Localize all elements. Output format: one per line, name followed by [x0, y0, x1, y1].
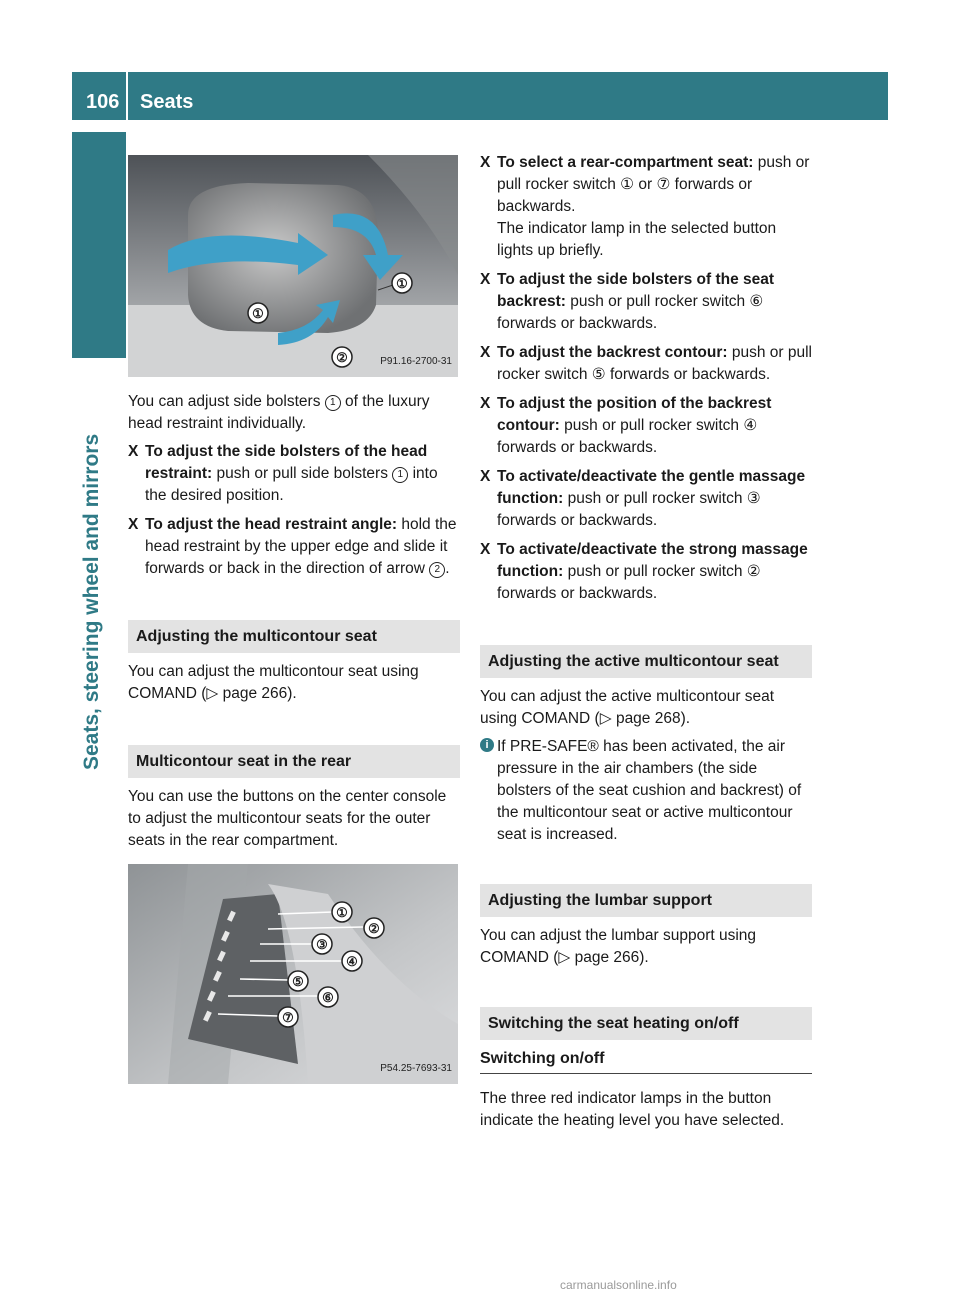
callout-3: ③: [316, 937, 328, 952]
image-ref: P54.25-7693-31: [380, 1063, 452, 1074]
console-image: [128, 864, 458, 1084]
callout-2: ②: [368, 921, 380, 936]
section-text: You can adjust the multicontour seat using COMAND (▷ page 266).: [128, 663, 419, 702]
section-text: You can use the buttons on the center console to adjust the multicontour seats for the outer seats in the rear compartment.: [128, 788, 447, 849]
section-title: Adjusting the active multicontour seat: [480, 645, 812, 678]
subsection-title: Switching on/off: [480, 1048, 812, 1074]
section-title: Adjusting the lumbar support: [480, 884, 812, 917]
section-text: You can adjust the lumbar support using COMAND (▷ page 266).: [480, 927, 757, 966]
intro-text: You can adjust side bolsters 1 of the luxury head restraint individually.: [128, 393, 430, 432]
step-side-bolsters: X To adjust the side bolsters of the head restraint: push or pull side bolsters 1 into the desired position.: [128, 443, 438, 504]
chapter-title: Seats, steering wheel and mirrors: [80, 433, 103, 770]
image-ref: P91.16-2700-31: [380, 356, 452, 367]
left-column: [128, 155, 460, 1098]
callout-5: ⑤: [292, 974, 304, 989]
watermark: carmanualsonline.info: [560, 1278, 677, 1292]
section-text: You can adjust the active multicontour seat using COMAND (▷ page 268).: [480, 688, 775, 727]
head-restraint-image: [128, 155, 458, 377]
page-title: Seats: [140, 91, 194, 113]
page-number-block: [72, 72, 126, 120]
page-number: 106: [86, 91, 120, 113]
step-gentle-massage: X To activate/deactivate the gentle massage function: push or pull rocker switch ③ forwards or backwards.: [480, 468, 806, 529]
callout-1b: ①: [252, 306, 264, 321]
section-title: Multicontour seat in the rear: [128, 745, 460, 778]
info-icon: i: [480, 738, 494, 752]
step-head-angle: X To adjust the head restraint angle: hold the head restraint by the upper edge and slide it forwards or back in the direction of arrow 2 .: [128, 516, 457, 577]
callout-2: ②: [336, 350, 348, 365]
step-backrest-position: X To adjust the position of the backrest contour: push or pull rocker switch ④ forwards or backwards.: [480, 395, 772, 456]
step-backrest-contour: X To adjust the backrest contour: push or pull rocker switch ⑤ forwards or backwards.: [480, 344, 812, 383]
callout-6: ⑥: [322, 990, 334, 1005]
callout-1: ①: [336, 905, 348, 920]
section-title: Switching the seat heating on/off: [480, 1007, 812, 1040]
chapter-tab: [72, 132, 126, 358]
callout-7: ⑦: [282, 1010, 294, 1025]
header-bar: [128, 72, 888, 120]
section-text: The three red indicator lamps in the button indicate the heating level you have selected.: [480, 1090, 785, 1129]
step-select-seat: X To select a rear-compartment seat: push or pull rocker switch ① or ⑦ forwards or backwards. The indicator lamp in the selected button lights up briefly.: [480, 154, 810, 259]
right-column: [480, 152, 812, 1138]
callout-4: ④: [346, 954, 358, 969]
step-strong-massage: X To activate/deactivate the strong massage function: push or pull rocker switch ② forwards or backwards.: [480, 541, 808, 602]
callout-1: ①: [396, 276, 408, 291]
step-seat-bolsters: X To adjust the side bolsters of the seat backrest: push or pull rocker switch ⑥ forwards or backwards.: [480, 271, 775, 332]
info-note: i If PRE-SAFE® has been activated, the air pressure in the air chambers (the side bolsters of the seat cushion and backrest) of the multicontour seat or active multicontour seat is increased.: [480, 736, 812, 846]
section-title: Adjusting the multicontour seat: [128, 620, 460, 653]
